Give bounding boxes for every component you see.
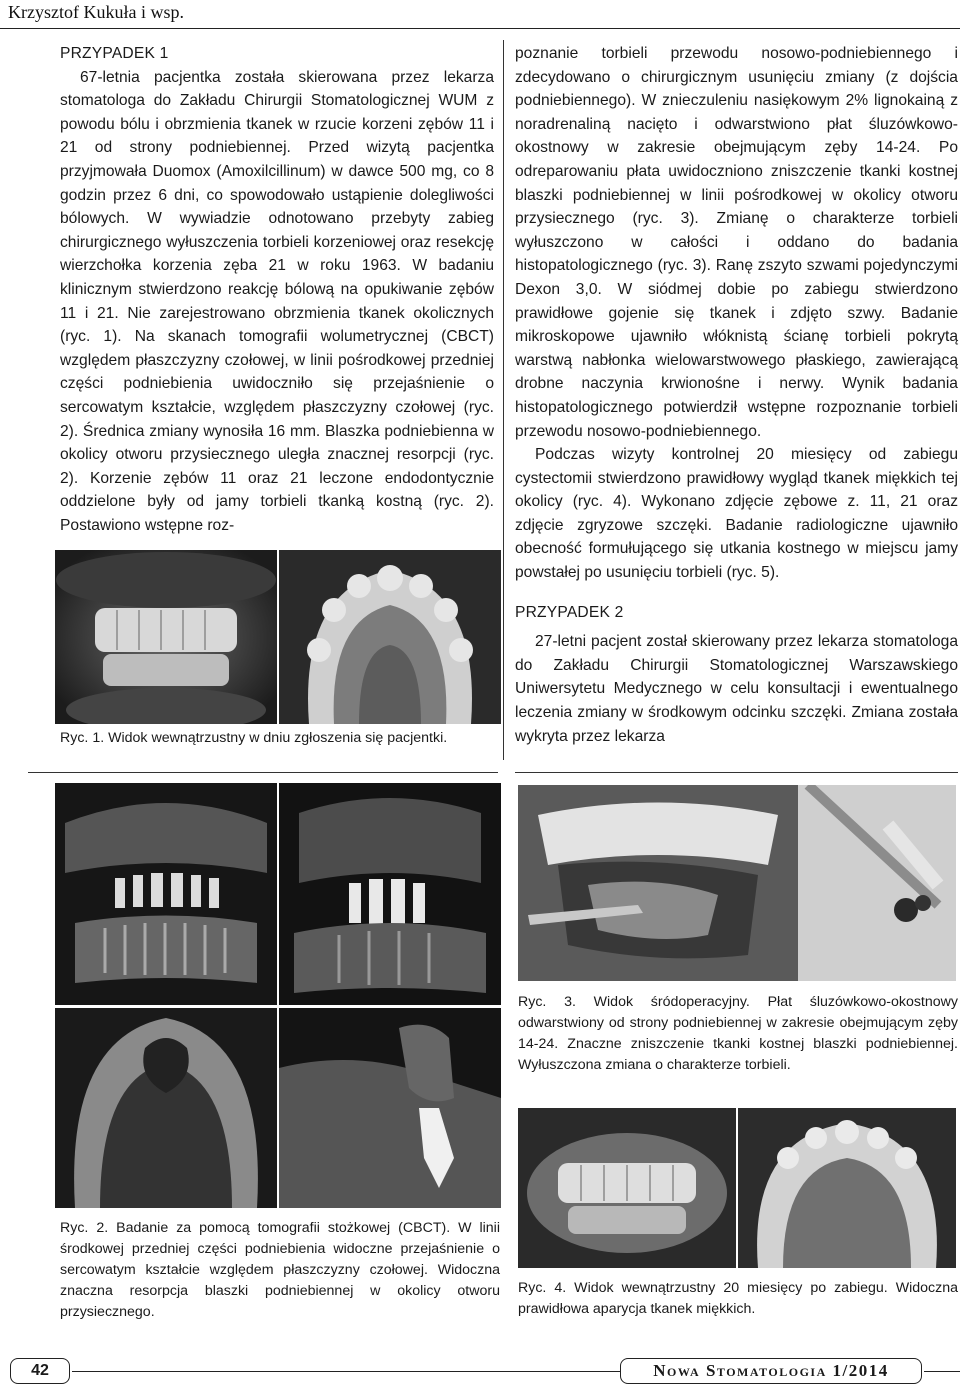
- footer-page-number: 42: [31, 1362, 49, 1379]
- header-rule: [0, 28, 960, 29]
- right-paragraph-2: Podczas wizyty kontrolnej 20 miesięcy od zabiegu cystectomii stwierdzono prawidłowy wygląd tkanek miękkich tej okolicy (ryc. 4). Wykonano zdjęcie zębowe z. 11, 21 oraz zdjęcie zgryzowe szczęki. Badanie radiologiczne ujawniło obecność formułującego się utkania kostnego w miejscu jamy powstałej po usunięciu torbieli (ryc. 5).: [515, 446, 958, 582]
- case-1-heading: PRZYPADEK 1: [60, 45, 169, 62]
- fig2-cbct-coronal-left: [55, 783, 277, 1005]
- case-2-heading: PRZYPADEK 2: [515, 603, 624, 621]
- footer-rule-right: [924, 1371, 960, 1372]
- fig4-photo-palate: [738, 1108, 956, 1268]
- running-header-author: Krzysztof Kukuła i wsp.: [8, 2, 184, 22]
- right-column: [515, 42, 958, 748]
- fig3-caption: Ryc. 3. Widok śródoperacyjny. Płat śluzówkowo-okostnowy odwarstwiony od strony podniebiennej w zakresie obejmującym zęby 14-24. Znaczne zniszczenie tkanki kostnej blaszki podniebiennej. Wyłuszczona zmiana o charakterze torbieli.: [518, 994, 958, 1073]
- case-2-paragraph: 27-letni pacjent został skierowany przez lekarza stomatologa do Zakładu Chirurgii Stomatologicznej Warszawskiego Uniwersytetu Medycznego w celu konsultacji i ewentualnego leczenia zmiany w środkowym odcinku szczęki. Zmiana została wykryta przez lekarza: [515, 633, 958, 745]
- rule-fig2-top: [28, 772, 498, 773]
- fig2-caption: Ryc. 2. Badanie za pomocą tomografii stożkowej (CBCT). W linii środkowej przedniej części podniebienia widoczne przejaśnienie o sercowatym kształcie względem płaszczyzny czołowej. Widoczna znaczna resorpcja blaszki podniebiennej w okolicy otworu przysiecznego.: [60, 1220, 500, 1320]
- footer-journal-title: Nowa Stomatologia 1/2014: [653, 1361, 889, 1380]
- fig1-caption: Ryc. 1. Widok wewnątrzustny w dniu zgłoszenia się pacjentki.: [60, 730, 448, 746]
- fig2-cbct-axial: [55, 1008, 277, 1208]
- column-divider: [503, 40, 504, 760]
- fig2-cbct-coronal-right: [279, 783, 501, 1005]
- fig2-cbct-sagittal: [279, 1008, 501, 1208]
- fig4-caption: Ryc. 4. Widok wewnątrzustny 20 miesięcy po zabiegu. Widoczna prawidłowa aparycja tkanek miękkich.: [518, 1280, 958, 1317]
- right-paragraph-1: poznanie torbieli przewodu nosowo-podniebiennego i zdecydowano o chirurgicznym usunięciu zmiany (z dojścia podniebiennego). W znieczuleniu nasiękowym 2% lignokainą z noradrenaliną nacięto i odwarstwiono płat śluzówkowo-okostnowy w zakresie obejmującym zęby 14-24. Po odreparowaniu płata uwidoczniono zniszczenie tkanki kostnej blaszki podniebiennej w linii pośrodkowej w okolicy otworu przysiecznego (ryc. 3). Zmianę o charakterze torbieli wyłuszczono w całości i oddano do badania histopatologicznego (ryc. 3). Ranę zszyto szwami pojedynczymi Dexon 3,0. W siódmej dobie po zabiegu stwierdzono prawidłowe gojenie się tkanek i zdjęto szwy. Badanie mikroskopowe ujawniło włóknistą ścianę torbieli pokrytą warstwą nabłonka wielowarstwowego płaskiego, zawierającą drobne naczynia krwionośne i nerwy. Wynik badania histopatologicznego potwierdził wstępne rozpoznanie torbieli przewodu nosowo-podniebiennego.: [515, 45, 958, 440]
- fig1-photo-front: [55, 550, 277, 724]
- fig4-photo-front: [518, 1108, 736, 1268]
- rule-case2-bottom: [515, 772, 958, 773]
- fig1-photo-palate: [279, 550, 501, 724]
- footer-rule-left: [72, 1371, 620, 1372]
- fig3-photo-intraoperative: [518, 785, 956, 981]
- left-column: [60, 42, 494, 537]
- case-1-paragraph: 67-letnia pacjentka została skierowana przez lekarza stomatologa do Zakładu Chirurgii Stomatologicznej WUM z powodu bólu i obrzmienia tkanek w rzucie korzeni zębów 11 i 21 od strony podniebiennej. Przed wizytą pacjentka przyjmowała Duomox (Amoxilcillinum) w dawce 500 mg, co 8 godzin przez 6 dni, co spowodowało ustąpienie dolegliwości bólowych. W wywiadzie odnotowano przebyty zabieg chirurgicznego wyłuszczenia torbieli korzeniowej oraz resekcję wierzchołka korzenia zęba 21 w roku 1963. W badaniu klinicznym stwierdzono reakcję bólową na opukiwanie zębów 11 i 21. Nie zarejestrowano obrzmienia tkanek okolicznych (ryc. 1). Na skanach tomografii wolumetrycznej (CBCT) względem płaszczyzny czołowej, w linii pośrodkowej przedniej części podniebienia uwidoczniło się przejaśnienie o sercowatym kształcie, względem płaszczyzny czołowej (ryc. 2). Średnica zmiany wynosiła 16 mm. Blaszka podniebienna w okolicy otworu przysiecznego uległa znacznej resorpcji (ryc. 2). Korzenie zębów 11 oraz 21 leczone endodontycznie oddzielone były od jamy torbieli tkanką kostną (ryc. 2). Postawiono wstępne roz-: [60, 68, 494, 534]
